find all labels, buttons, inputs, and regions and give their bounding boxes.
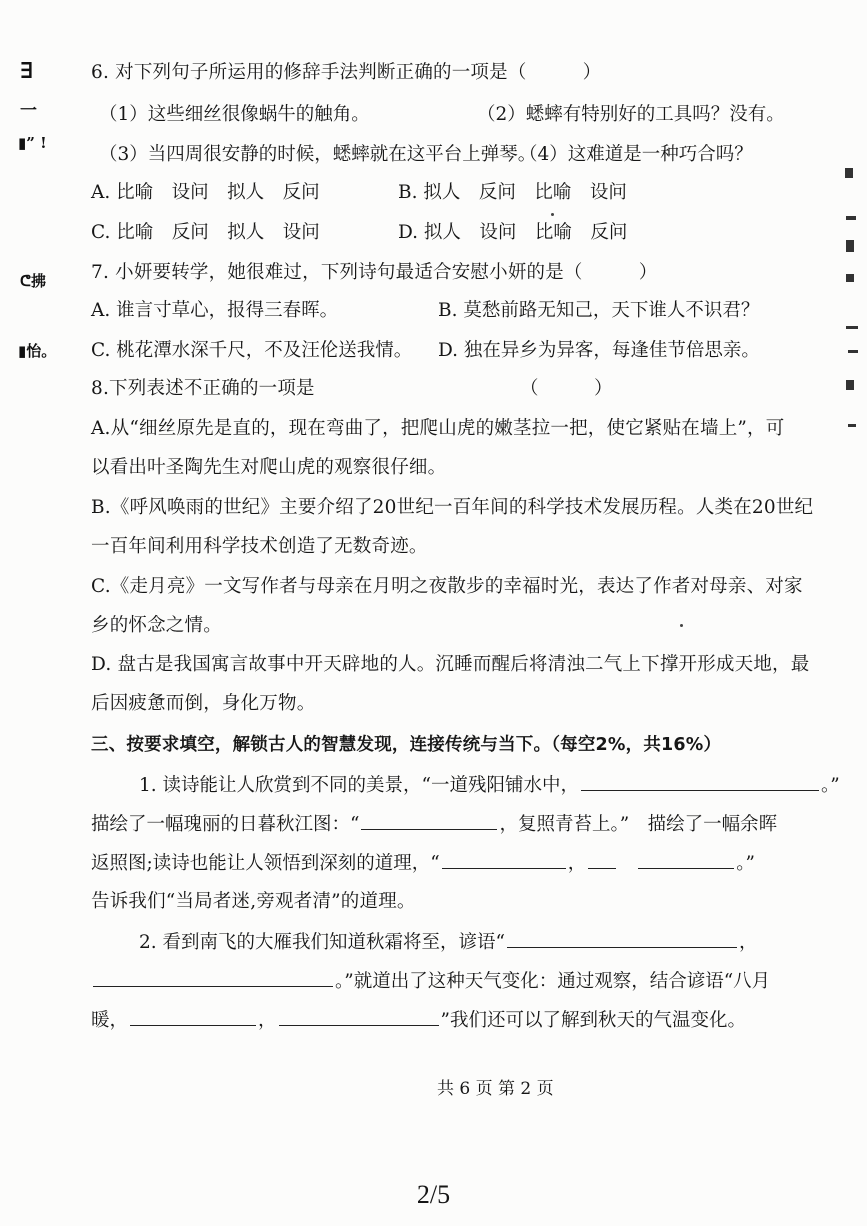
q8-option-a-line2: 以看出叶圣陶先生对爬山虎的观察很仔细。 — [91, 457, 447, 478]
fill-blank-4a[interactable] — [588, 850, 616, 869]
scan-page-number: 2/5 — [416, 1180, 451, 1209]
right-edge-mark — [848, 350, 858, 353]
s3-p2-text-d: 暖， — [91, 1010, 129, 1031]
scan-speck — [551, 213, 554, 216]
q8-option-b-line2: 一百年间利用科学技术创造了无数奇迹。 — [91, 536, 428, 557]
q7-stem: 7. 小妍要转学，她很难过，下列诗句最适合安慰小妍的是（ ） — [91, 262, 658, 283]
s3-p1-text-a: 1. 读诗能让人欣赏到不同的美景，“一道残阳铺水中， — [139, 775, 579, 796]
q8-option-c-line2: 乡的怀念之情。 — [91, 615, 222, 636]
right-edge-mark — [846, 216, 856, 220]
q7-option-d: D. 独在异乡为异客，每逢佳节倍思亲。 — [438, 340, 760, 361]
q6-sentence-4: （4）这难道是一种巧合吗？ — [519, 144, 753, 165]
right-edge-mark — [846, 380, 854, 390]
q6-sentence-2: （2）蟋蟀有特别好的工具吗？没有。 — [477, 104, 785, 125]
s3-p2-text-a: 2. 看到南飞的大雁我们知道秋霜将至，谚语“ — [139, 932, 505, 953]
q7-option-b: B. 莫愁前路无知己，天下谁人不识君？ — [438, 300, 760, 321]
right-edge-mark — [846, 240, 854, 252]
q8-stem: 8.下列表述不正确的一项是 — [91, 378, 315, 399]
fill-blank-3[interactable] — [442, 850, 566, 869]
scan-speck — [680, 624, 683, 627]
s3-p2-line3 — [91, 1007, 746, 1034]
q7-option-c: C. 桃花潭水深千尺，不及汪伦送我情。 — [91, 340, 413, 361]
q6-option-a: A. 比喻 设问 拟人 反问 — [91, 182, 320, 203]
section3-heading: 三、按要求填空，解锁古人的智慧发现，连接传统与当下。（每空2%，共16%） — [91, 735, 722, 755]
s3-p2-text-b: ， — [739, 932, 758, 953]
s3-p1-text-g: 。” — [736, 853, 755, 874]
s3-p1-line2 — [91, 811, 777, 838]
fill-blank-7[interactable] — [130, 1007, 256, 1026]
s3-p2-line1 — [139, 929, 758, 956]
q8-option-c-line1: C.《走月亮》一文写作者与母亲在月明之夜散步的幸福时光，表达了作者对母亲、对家 — [91, 576, 803, 597]
fill-blank-4b[interactable] — [638, 850, 734, 869]
right-edge-mark — [846, 326, 858, 329]
q8-option-d-line2: 后因疲惫而倒，身化万物。 — [91, 693, 316, 714]
margin-mark-3: ▮” ! — [18, 134, 47, 152]
s3-p1-text-e: 返照图;读诗也能让人领悟到深刻的道理，“ — [91, 853, 440, 874]
s3-p1-line1 — [139, 772, 840, 799]
q6-sentence-3: （3）当四周很安静的时候，蟋蟀就在这平台上弹琴。 — [99, 144, 537, 165]
right-edge-mark — [846, 274, 854, 282]
s3-p2-text-e: ， — [258, 1010, 277, 1031]
q6-option-c: C. 比喻 反问 拟人 设问 — [91, 222, 320, 243]
s3-p1-line3 — [91, 850, 755, 877]
margin-mark-5: ▮怡。 — [18, 342, 57, 360]
q6-option-b: B. 拟人 反问 比喻 设问 — [398, 182, 627, 203]
q8-option-b-line1: B.《呼风唤雨的世纪》主要介绍了20世纪一百年间的科学技术发展历程。人类在20世纪 — [91, 497, 814, 518]
s3-p2-text-c: 。”就道出了这种天气变化：通过观察，结合谚语“八月 — [335, 971, 771, 992]
s3-p1-text-b: 。” — [821, 775, 840, 796]
margin-mark-4: ᕦ拂 — [20, 272, 46, 290]
fill-blank-2[interactable] — [361, 811, 497, 830]
s3-p1-text-d: ，复照青苔上。” 描绘了一幅余晖 — [499, 814, 778, 835]
q6-stem: 6. 对下列句子所运用的修辞手法判断正确的一项是（ ） — [91, 62, 602, 83]
q8-option-d-line1: D. 盘古是我国寓言故事中开天辟地的人。沉睡而醒后将清浊二气上下撑开形成天地，最 — [91, 654, 810, 675]
q8-answer-paren: （ ） — [520, 378, 613, 399]
fill-blank-6[interactable] — [93, 968, 333, 987]
right-edge-mark — [845, 168, 853, 178]
page-footer: 共 6 页 第 2 页 — [437, 1079, 554, 1099]
q6-option-d: D. 拟人 设问 比喻 反问 — [398, 222, 628, 243]
fill-blank-5[interactable] — [507, 929, 737, 948]
q7-option-a: A. 谁言寸草心，报得三春晖。 — [91, 300, 339, 321]
s3-p2-text-f: ”我们还可以了解到秋天的气温变化。 — [440, 1010, 746, 1031]
right-edge-mark — [848, 424, 856, 427]
s3-p1-text-c: 描绘了一幅瑰丽的日暮秋江图：“ — [91, 814, 360, 835]
q8-option-a-line1: A.从“细丝原先是直的，现在弯曲了，把爬山虎的嫩茎拉一把，使它紧贴在墙上”，可 — [91, 418, 785, 439]
s3-p2-line2 — [91, 968, 770, 995]
q6-sentence-1: （1）这些细丝很像蜗牛的触角。 — [99, 104, 370, 125]
margin-mark-2: 一 — [20, 101, 37, 121]
fill-blank-1[interactable] — [581, 772, 819, 791]
s3-p1-text-f: ， — [567, 853, 587, 874]
s3-p1-line4: 告诉我们“当局者迷,旁观者清”的道理。 — [91, 891, 416, 912]
margin-mark-1: ∃ — [20, 58, 34, 84]
fill-blank-8[interactable] — [279, 1007, 439, 1026]
